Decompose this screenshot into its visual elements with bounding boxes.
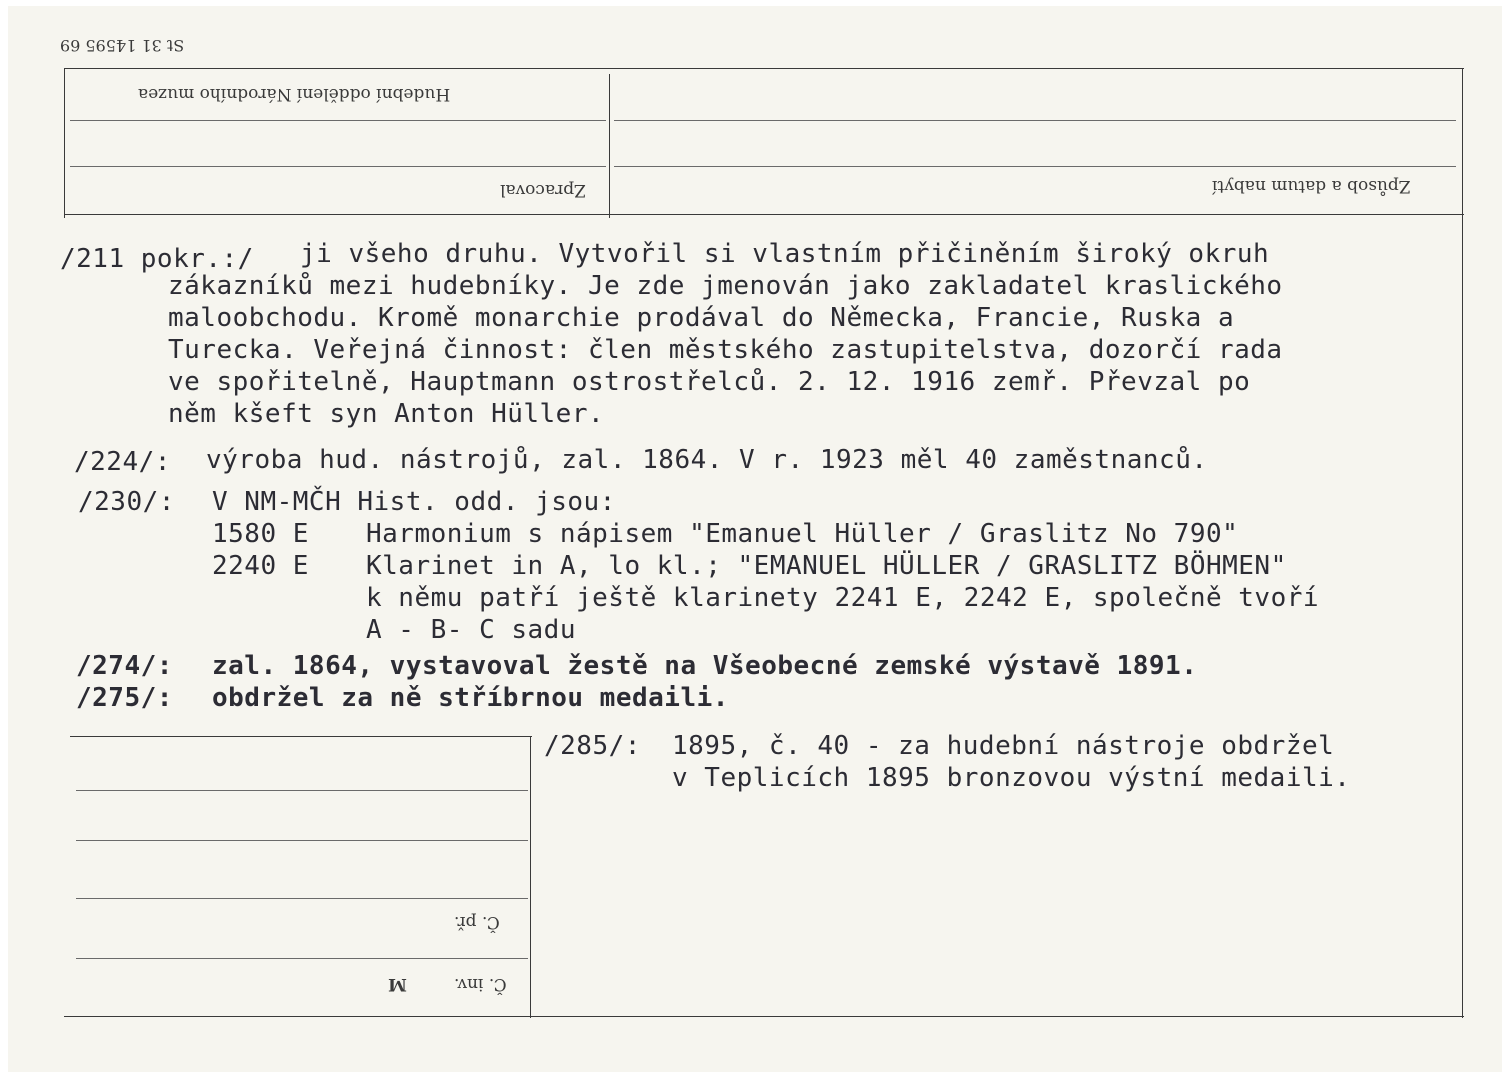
department-label: Hudební oddělení Národního muzea — [138, 84, 451, 104]
entry-274-line: zal. 1864, vystavoval žestě na Všeobecné zemské výstavě 1891. — [212, 651, 1198, 681]
item-1580-line: Harmonium s nápisem "Emanuel Hüller / Graslitz No 790" — [366, 519, 1239, 549]
item-1580-ref: 1580 E — [212, 519, 309, 549]
frame-top-line — [64, 68, 1464, 69]
entry-211-line: Turecka. Veřejná činnost: člen městského zastupitelstva, dozorčí rada — [168, 335, 1283, 365]
lower-line-1 — [76, 790, 528, 791]
entry-274-ref: /274/: — [76, 651, 173, 681]
header-line-3 — [70, 166, 606, 167]
entry-211-line: ji všeho druhu. Vytvořil si vlastním přičiněním široký okruh — [300, 239, 1270, 269]
lower-frame-top — [70, 736, 532, 737]
item-2240-line: Klarinet in A, lo kl.; "EMANUEL HÜLLER / GRASLITZ BÖHMEN" — [366, 551, 1287, 581]
c-pr-label: Č. př. — [454, 912, 500, 932]
entry-275-line: obdržel za ně stříbrnou medaili. — [212, 683, 729, 713]
frame-left-line — [64, 68, 65, 218]
entry-224-line: výroba hud. nástrojů, zal. 1864. V r. 1923 měl 40 zaměstnanců. — [206, 445, 1208, 475]
acquisition-label: Způsob a datum nabytí — [1212, 176, 1411, 196]
entry-285-ref: /285/: — [544, 731, 641, 761]
frame-right-line — [1462, 68, 1463, 1018]
entry-285-line: 1895, č. 40 - za hudební nástroje obdržel — [672, 731, 1335, 761]
entry-211-line: něm kšeft syn Anton Hüller. — [168, 399, 605, 429]
catalog-card — [8, 6, 1502, 1072]
header-line-1 — [70, 120, 606, 121]
entry-224-ref: /224/: — [74, 447, 171, 477]
item-2240-line: A - B- C sadu — [366, 615, 576, 645]
lower-line-3 — [76, 898, 528, 899]
entry-211-line: maloobchodu. Kromě monarchie prodával do Německa, Francie, Ruska a — [168, 303, 1235, 333]
lower-frame-divider — [530, 736, 531, 1018]
item-2240-ref: 2240 E — [212, 551, 309, 581]
header-bottom-line — [64, 214, 1464, 215]
header-line-4 — [614, 166, 1456, 167]
entry-230-line: V NM-MČH Hist. odd. jsou: — [212, 487, 616, 517]
c-inv-label: Č. inv. — [454, 974, 507, 994]
m-label: M — [388, 974, 407, 994]
entry-285-line: v Teplicích 1895 bronzovou výstní medaili. — [672, 763, 1351, 793]
entry-211-line: zákazníků mezi hudebníky. Je zde jmenován jako zakladatel kraslického — [168, 271, 1283, 301]
entry-211-ref: /211 pokr.:/ — [60, 244, 254, 274]
header-divider — [609, 74, 610, 218]
catalog-number: St 31 14595 69 — [60, 36, 185, 55]
item-2240-line: k němu patří ještě klarinety 2241 E, 2242 E, společně tvoří — [366, 583, 1320, 613]
header-line-2 — [614, 120, 1456, 121]
entry-230-ref: /230/: — [78, 487, 175, 517]
lower-line-2 — [76, 840, 528, 841]
processed-by-label: Zpracoval — [500, 180, 586, 200]
frame-bottom-line — [64, 1016, 1464, 1017]
entry-211-line: ve spořitelně, Hauptmann ostrostřelců. 2. 12. 1916 zemř. Převzal po — [168, 367, 1251, 397]
lower-line-4 — [76, 958, 528, 959]
entry-275-ref: /275/: — [76, 683, 173, 713]
